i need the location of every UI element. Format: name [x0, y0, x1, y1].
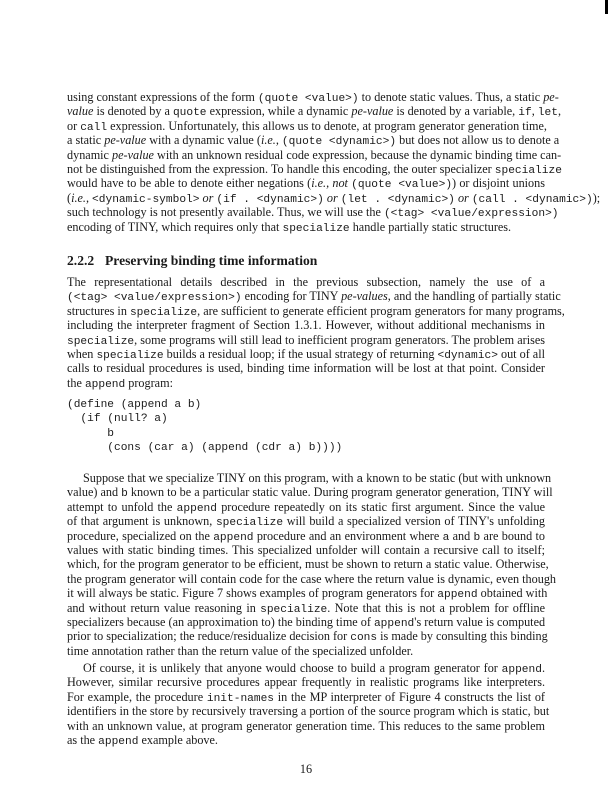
paragraph-2	[67, 275, 565, 391]
code-line: b	[67, 427, 114, 440]
text-line	[67, 289, 561, 305]
inline-code: (quote <value>)	[351, 179, 453, 192]
text-line	[67, 719, 545, 733]
text-line	[67, 704, 550, 719]
text-run: identifiers in the store by recursively traversing a portion of the source program which is static, but	[67, 704, 550, 719]
text-run: However, similar recursive procedures appear frequently in realistic programs like interpreters.	[67, 675, 545, 690]
emphasis: or	[202, 190, 214, 205]
text-run: is made by consulting this binding	[377, 629, 548, 644]
text-line	[67, 161, 562, 177]
inline-code: specialize	[129, 306, 198, 319]
text-run: builds a residual loop; if the usual strategy of returning	[163, 346, 438, 361]
text-line	[67, 675, 545, 689]
text-line	[67, 133, 560, 149]
emphasis: pe-value	[351, 104, 394, 119]
emphasis: i.e.,	[260, 133, 279, 148]
text-line	[67, 529, 545, 543]
text-line	[67, 629, 548, 645]
text-run: , and the handling of partially static	[387, 289, 561, 304]
inline-code: <dynamic>	[437, 349, 498, 362]
text-line	[67, 733, 545, 747]
text-line	[67, 615, 545, 629]
text-run: or	[67, 118, 81, 133]
inline-code: append	[98, 735, 139, 748]
paragraph-3	[67, 471, 557, 658]
inline-code: append	[176, 502, 217, 515]
text-line	[67, 500, 545, 514]
text-run: time annotation rather than the return value of the specialized unfolder.	[67, 643, 414, 658]
text-line	[67, 90, 559, 105]
text-run: prior to specialization; the reduce/residualize decision for	[67, 629, 351, 644]
text-line	[67, 376, 545, 390]
text-run: will build a specialized version of TINY's unfolding	[283, 514, 545, 529]
text-line	[67, 220, 545, 234]
text-run: out of all	[497, 346, 545, 361]
text-run: calls to residual procedures is used, binding time information will be lost at that point. Consider	[67, 361, 545, 376]
text-line	[67, 347, 545, 361]
text-run: ) or disjoint unions	[452, 176, 545, 191]
text-run: Suppose that we specialize TINY on this program, with	[83, 471, 357, 485]
section-heading	[67, 253, 317, 269]
text-line	[67, 690, 545, 704]
text-line	[67, 205, 559, 221]
text-run: using constant expressions of the form	[67, 90, 258, 104]
text-line	[67, 318, 545, 332]
text-run: are bound to	[480, 528, 545, 543]
inline-code: <dynamic-symbol>	[92, 193, 200, 206]
inline-code: specialize	[215, 517, 284, 530]
text-run: is denoted by a variable,	[393, 104, 519, 119]
text-run: 's return value is computed	[414, 614, 546, 629]
code-line: (define (append a b)	[67, 399, 202, 411]
text-run: the	[67, 375, 85, 390]
text-run: of that argument is unknown,	[67, 514, 216, 529]
text-run: structures in	[67, 303, 130, 318]
text-run: when	[67, 346, 97, 361]
text-run: with a dynamic value (	[146, 133, 261, 148]
text-run: values with static binding times. This specialized unfolder will contain a recursive call to itself;	[67, 542, 545, 557]
text-run: ,	[531, 104, 538, 119]
inline-code: let	[537, 107, 558, 120]
code-line: (cons (car a) (append (cdr a) b))))	[67, 442, 343, 455]
scan-edge-mark	[605, 0, 608, 14]
emphasis: pe-value	[104, 133, 147, 148]
inline-code: specialize	[282, 222, 350, 235]
text-run: (	[67, 190, 72, 205]
emphasis: pe-value	[112, 147, 154, 162]
text-run: procedure repeatedly on its static first argument. Since the value	[216, 499, 546, 514]
section-title: Preserving binding time information	[105, 253, 318, 268]
text-line	[67, 543, 545, 557]
inline-code: cons	[350, 632, 378, 645]
emphasis: value	[67, 104, 94, 119]
text-run: would have to be able to denote either negations (	[67, 176, 312, 191]
text-line	[67, 661, 545, 675]
text-run: . Note that this is not a problem for offline	[327, 600, 545, 615]
text-run: handle partially static structures.	[349, 219, 512, 234]
text-run: dynamic	[67, 147, 113, 162]
text-run: in the MP interpreter of Figure 4 constructs the list of	[274, 689, 545, 704]
text-run: with an unknown residual code expression, because the dynamic binding time can-	[153, 147, 562, 162]
text-run: but does not allow us to denote a	[396, 133, 560, 148]
text-line	[67, 147, 562, 162]
text-line	[67, 571, 557, 586]
text-run: example above.	[138, 732, 218, 747]
inline-code: (call . <dynamic>)	[471, 193, 593, 206]
text-line	[67, 601, 545, 615]
inline-code: a	[356, 474, 364, 486]
text-line	[67, 485, 553, 501]
text-line	[67, 557, 549, 572]
text-run: expression. Unfortunately, this allows us to denote, at program generator generation time,	[107, 118, 547, 133]
text-line	[67, 471, 552, 486]
text-line	[67, 190, 601, 206]
text-line	[67, 303, 565, 319]
text-line	[67, 586, 548, 602]
inline-code: a	[442, 531, 450, 544]
text-run: );	[592, 190, 601, 205]
inline-code: specialize	[96, 349, 164, 362]
text-run: Of course, it is unlikely that anyone would choose to build a program generator for	[83, 661, 502, 675]
text-run: the program generator will contain code for the case where the return value is dynamic, even though	[67, 571, 557, 586]
emphasis: i.e.,	[71, 190, 89, 205]
text-run: obtained with	[477, 586, 548, 601]
text-line	[67, 104, 561, 120]
text-run: including the interpreter fragment of Section 1.3.1. However, without additional mechanisms in	[67, 318, 545, 333]
text-run: The representational details described in the previous subsection, namely the use of a	[67, 275, 545, 289]
inline-code: b	[473, 531, 481, 544]
inline-code: append	[373, 617, 415, 630]
text-run: specializers because (an approximation to) the binding time of	[67, 614, 374, 629]
text-run: with an unknown value, at program generator generation time. This reduces to the same problem	[67, 718, 545, 733]
text-line	[67, 644, 545, 658]
text-run: encoding of TINY, which requires only that	[67, 219, 283, 234]
text-run: and without return value reasoning in	[67, 600, 261, 615]
inline-code: (if . <dynamic>)	[216, 193, 324, 206]
text-run: to denote static values. Thus, a static	[358, 90, 544, 104]
code-line: (if (null? a)	[67, 413, 168, 426]
text-run: program:	[125, 375, 173, 390]
text-line	[67, 361, 545, 375]
inline-code: (quote <value>)	[257, 93, 359, 105]
text-run: , are sufficient to generate efficient program generators for many programs,	[197, 303, 565, 318]
inline-code: append	[501, 664, 542, 676]
emphasis: pe-values	[341, 289, 388, 304]
text-run: not be distinguished from the expression. To handle this encoding, the outer specializer	[67, 161, 495, 176]
inline-code: append	[213, 531, 254, 544]
inline-code: (let . <dynamic>)	[340, 193, 455, 206]
text-run: known to be static (but with unknown	[363, 471, 552, 485]
text-run: it will always be static. Figure 7 shows examples of program generators for	[67, 586, 438, 601]
text-run: as the	[67, 732, 99, 747]
text-run: encoding for TINY	[241, 289, 342, 304]
inline-code: init-names	[206, 692, 275, 705]
inline-code: specialize	[260, 603, 328, 616]
inline-code: specialize	[67, 335, 135, 348]
text-run: procedure and an environment where	[253, 528, 443, 543]
text-run: procedure, specialized on the	[67, 528, 214, 543]
inline-code: (quote <dynamic>)	[281, 136, 397, 149]
text-run: known to be a particular static value. During program generator generation, TINY will	[127, 485, 553, 500]
inline-code: (<tag> <value/expression>)	[67, 292, 242, 305]
emphasis: pe-	[543, 90, 559, 104]
page-number: 16	[299, 762, 313, 776]
text-run: is denoted by a	[93, 104, 173, 119]
text-run: .	[541, 661, 545, 675]
inline-code: append	[437, 589, 478, 602]
text-line	[67, 119, 545, 133]
text-run: attempt to unfold the	[67, 499, 177, 514]
emphasis: or	[326, 190, 338, 205]
text-line	[67, 275, 545, 289]
text-run: value) and	[67, 485, 122, 500]
inline-code: specialize	[494, 164, 562, 177]
text-line	[67, 176, 545, 190]
text-run: which, for the program generator to be efficient, must be shown to return a static value. Otherwise,	[67, 557, 549, 572]
emphasis: i.e., not	[311, 176, 348, 191]
text-run: , some programs will still lead to inefficient program generators. The problem arises	[134, 332, 545, 347]
inline-code: append	[84, 378, 126, 391]
text-line	[67, 333, 545, 347]
text-run: a static	[67, 133, 105, 148]
text-run: and	[449, 528, 474, 543]
text-line	[67, 514, 545, 528]
inline-code: (<tag> <value/expression>)	[383, 208, 559, 221]
inline-code: if	[518, 107, 532, 120]
emphasis: or	[457, 190, 469, 205]
inline-code: call	[80, 121, 108, 134]
paragraph-4	[67, 661, 550, 748]
text-run: expression, while a dynamic	[206, 104, 352, 119]
inline-code: quote	[172, 107, 207, 120]
section-number: 2.2.2	[67, 253, 95, 268]
code-listing	[67, 398, 342, 456]
inline-code: b	[121, 488, 128, 501]
text-run: ,	[557, 104, 561, 119]
text-run: For example, the procedure	[67, 689, 207, 704]
paragraph-1	[67, 90, 601, 235]
text-run: such technology is not presently available. Thus, we will use the	[67, 205, 384, 220]
